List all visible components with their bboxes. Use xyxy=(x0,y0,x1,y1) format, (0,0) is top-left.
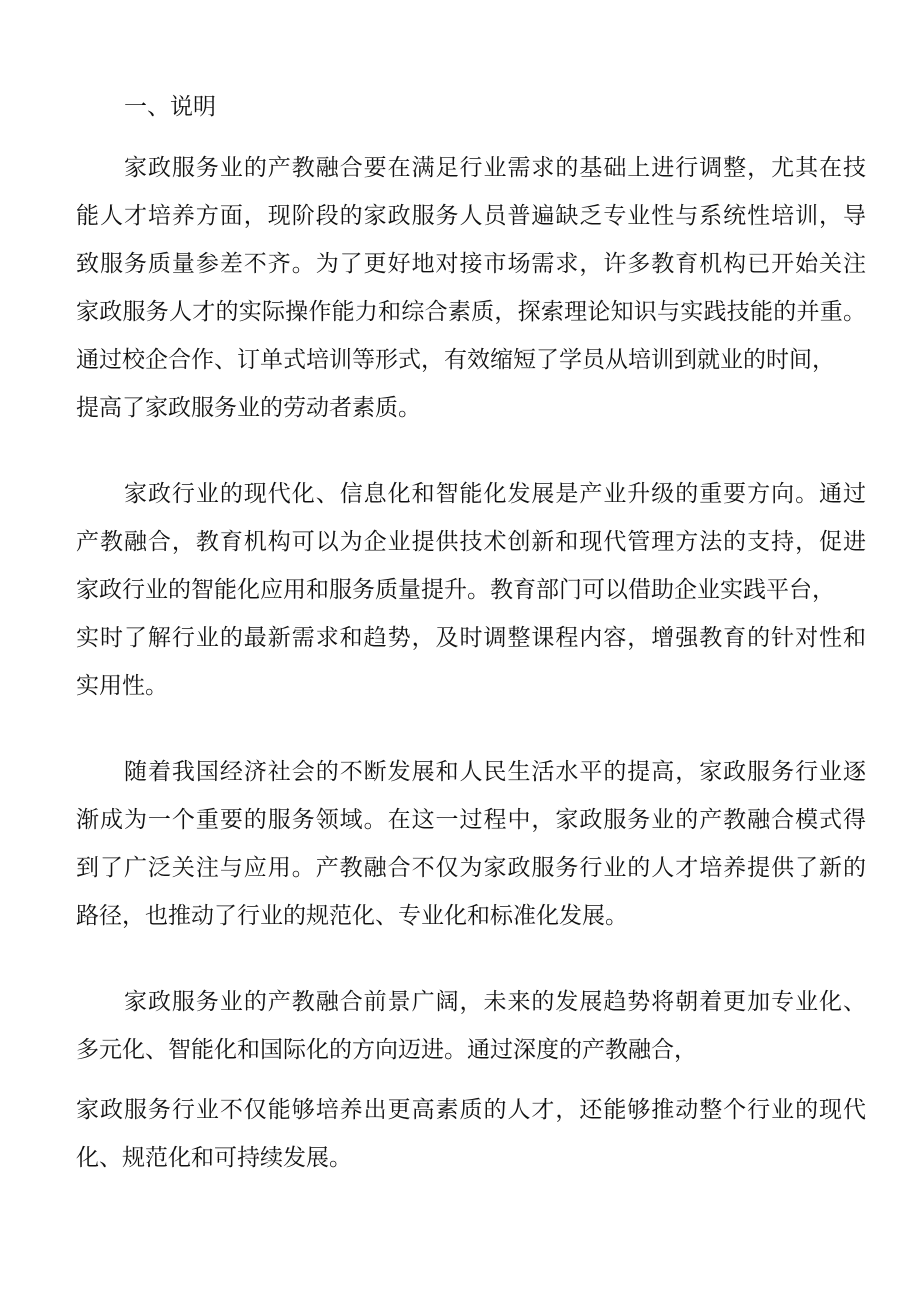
paragraph-4-line-1: 家政服务业的产教融合前景广阔，未来的发展趋势将朝着更加专业化、 xyxy=(124,989,866,1015)
paragraph-2-line-5: 实用性。 xyxy=(76,673,168,699)
paragraph-1-line-2: 能人才培养方面，现阶段的家政服务人员普遍缺乏专业性与系统性培训，导 xyxy=(76,203,866,229)
paragraph-1-line-3: 致服务质量参差不齐。为了更好地对接市场需求，许多教育机构已开始关注 xyxy=(76,251,866,277)
paragraph-3-line-2: 渐成为一个重要的服务领域。在这一过程中，家政服务业的产教融合模式得 xyxy=(76,807,866,833)
section-heading: 一、说明 xyxy=(124,94,216,120)
paragraph-3-line-3: 到了广泛关注与应用。产教融合不仅为家政服务行业的人才培养提供了新的 xyxy=(76,855,866,881)
paragraph-2-line-1: 家政行业的现代化、信息化和智能化发展是产业升级的重要方向。通过 xyxy=(124,481,866,507)
paragraph-1-line-4: 家政服务人才的实际操作能力和综合素质，探索理论知识与实践技能的并重。 xyxy=(76,299,866,325)
paragraph-1-line-6: 提高了家政服务业的劳动者素质。 xyxy=(76,395,421,421)
paragraph-3-line-1: 随着我国经济社会的不断发展和人民生活水平的提高，家政服务行业逐 xyxy=(124,759,866,785)
paragraph-1-line-5: 通过校企合作、订单式培训等形式，有效缩短了学员从培训到就业的时间， xyxy=(76,347,835,373)
paragraph-4-line-2: 多元化、智能化和国际化的方向迈进。通过深度的产教融合， xyxy=(76,1037,697,1063)
paragraph-2-line-2: 产教融合，教育机构可以为企业提供技术创新和现代管理方法的支持，促进 xyxy=(76,529,866,555)
paragraph-4-line-3: 家政服务行业不仅能够培养出更高素质的人才，还能够推动整个行业的现代 xyxy=(76,1097,866,1123)
paragraph-3-line-4: 路径，也推动了行业的规范化、专业化和标准化发展。 xyxy=(76,903,628,929)
paragraph-4-line-4: 化、规范化和可持续发展。 xyxy=(76,1145,352,1171)
paragraph-2-line-4: 实时了解行业的最新需求和趋势，及时调整课程内容，增强教育的针对性和 xyxy=(76,625,866,651)
paragraph-2-line-3: 家政行业的智能化应用和服务质量提升。教育部门可以借助企业实践平台， xyxy=(76,577,835,603)
paragraph-1-line-1: 家政服务业的产教融合要在满足行业需求的基础上进行调整，尤其在技 xyxy=(124,155,866,181)
